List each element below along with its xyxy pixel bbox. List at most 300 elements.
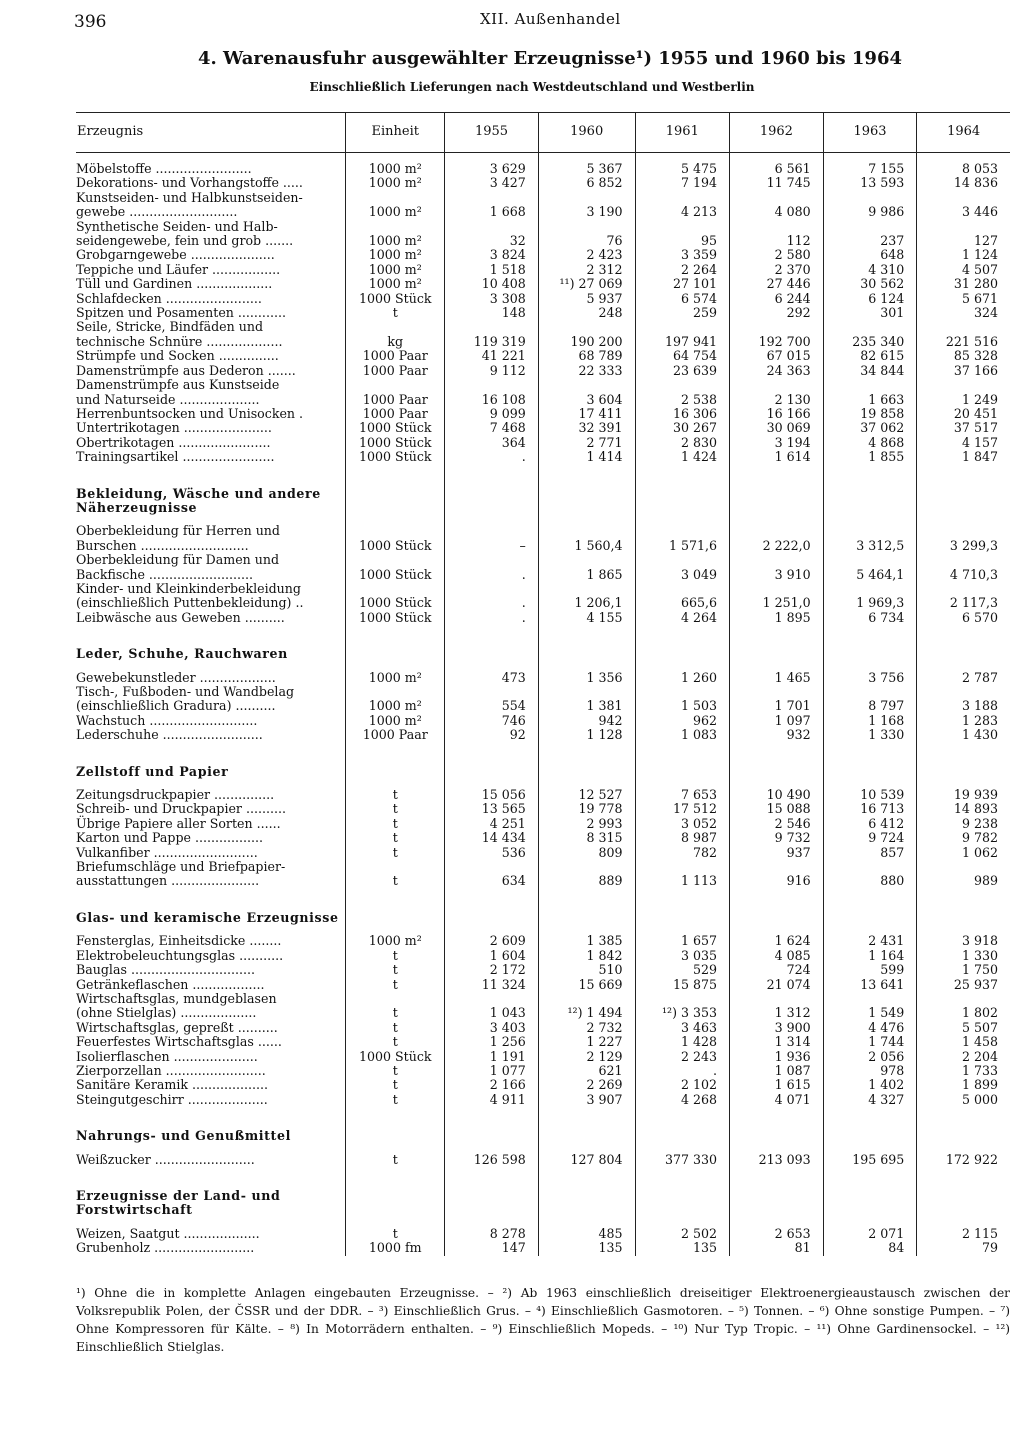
product-label: Synthetische Seiden- und Halb- [76, 218, 278, 234]
value-cell: 857 [823, 846, 917, 860]
spacer-cell [538, 743, 635, 765]
unit-cell: 1000 Stück [346, 539, 445, 553]
value-cell: 3 403 [445, 1021, 539, 1035]
value-cell: 978 [823, 1064, 917, 1078]
value-cell: 1 503 [635, 699, 729, 713]
value-cell: 2 243 [635, 1050, 729, 1064]
value-cell: 1 249 [917, 393, 1010, 407]
running-head: XII. Außenhandel [480, 10, 621, 28]
table-row [76, 1241, 1010, 1255]
value-cell: 2 653 [730, 1227, 824, 1241]
value-cell: 634 [445, 874, 539, 888]
spacer-cell [730, 743, 824, 765]
value-cell: 1 083 [635, 728, 729, 742]
value-cell: 1 356 [538, 671, 635, 685]
table-row [76, 205, 1010, 219]
product-label: seidengewebe, fein und grob ....... [76, 233, 294, 249]
table-row [76, 335, 1010, 349]
value-cell: 192 700 [730, 335, 824, 349]
value-cell: 1 733 [917, 1064, 1010, 1078]
value-cell: 5 367 [538, 162, 635, 176]
value-cell [917, 1129, 1010, 1143]
value-cell: 3 907 [538, 1093, 635, 1107]
table-row [76, 860, 1010, 874]
spacer-cell [917, 889, 1010, 911]
product-label: Kunstseiden- und Halbkunstseiden- [76, 189, 303, 205]
table-row [76, 582, 1010, 596]
spacer-cell [76, 625, 346, 647]
value-cell [445, 487, 539, 501]
value-cell: 17 512 [635, 802, 729, 816]
spacer-cell [730, 625, 824, 647]
header-1962: 1962 [730, 113, 824, 153]
unit-cell: 1000 m² [346, 263, 445, 277]
spacer-cell [76, 465, 346, 487]
value-cell [730, 487, 824, 501]
value-cell [538, 582, 635, 596]
value-cell [730, 582, 824, 596]
value-cell: 1 465 [730, 671, 824, 685]
product-label: Schreib- und Druckpapier .......... [76, 801, 286, 817]
value-cell: 1 312 [730, 1006, 824, 1020]
value-cell: 880 [823, 874, 917, 888]
table-row [76, 1035, 1010, 1049]
product-label: Bekleidung, Wäsche und andere [76, 485, 321, 501]
table-row [76, 277, 1010, 291]
unit-cell [346, 582, 445, 596]
value-cell: 6 412 [823, 817, 917, 831]
value-cell: 3 194 [730, 436, 824, 450]
value-cell: 34 844 [823, 364, 917, 378]
value-cell [538, 1129, 635, 1143]
value-cell: 25 937 [917, 978, 1010, 992]
product-label: Grobgarngewebe ..................... [76, 247, 275, 263]
value-cell: 4 911 [445, 1093, 539, 1107]
value-cell: 9 782 [917, 831, 1010, 845]
value-cell [917, 191, 1010, 205]
spacer-cell [730, 1107, 824, 1129]
value-cell: 16 713 [823, 802, 917, 816]
value-cell [917, 501, 1010, 515]
value-cell: 2 993 [538, 817, 635, 831]
value-cell [445, 501, 539, 515]
value-cell: 1 402 [823, 1078, 917, 1092]
value-cell: 6 852 [538, 176, 635, 190]
value-cell: 15 088 [730, 802, 824, 816]
value-cell: 1 283 [917, 714, 1010, 728]
value-cell: 942 [538, 714, 635, 728]
value-cell: 2 130 [730, 393, 824, 407]
unit-cell: 1000 m² [346, 699, 445, 713]
value-cell: 4 310 [823, 263, 917, 277]
product-label: (ohne Stielglas) ................... [76, 1005, 257, 1021]
value-cell: 809 [538, 846, 635, 860]
value-cell [730, 911, 824, 925]
value-cell [917, 582, 1010, 596]
unit-cell: 1000 Stück [346, 421, 445, 435]
unit-cell: t [346, 963, 445, 977]
product-label: Obertrikotagen ....................... [76, 434, 271, 450]
value-cell [635, 501, 729, 515]
value-cell: 2 546 [730, 817, 824, 831]
page-number: 396 [74, 12, 107, 32]
unit-cell [346, 685, 445, 699]
value-cell [635, 524, 729, 538]
value-cell: 4 251 [445, 817, 539, 831]
unit-cell: t [346, 1093, 445, 1107]
table-row [76, 349, 1010, 363]
product-label: ausstattungen ...................... [76, 873, 260, 889]
header-1961: 1961 [635, 113, 729, 153]
product-label: Feuerfestes Wirtschaftsglas ...... [76, 1034, 282, 1050]
product-label: Fensterglas, Einheitsdicke ........ [76, 933, 282, 949]
value-cell: 4 155 [538, 611, 635, 625]
unit-cell [346, 320, 445, 334]
value-cell: ¹¹) 27 069 [538, 277, 635, 291]
value-cell: 1 128 [538, 728, 635, 742]
table-row [76, 220, 1010, 234]
spacer-cell [538, 465, 635, 487]
value-cell: 8 053 [917, 162, 1010, 176]
spacer-cell [538, 515, 635, 524]
group-heading-row [76, 647, 1010, 661]
value-cell: 135 [635, 1241, 729, 1255]
value-cell: 932 [730, 728, 824, 742]
value-cell: 1 624 [730, 934, 824, 948]
unit-cell: 1000 Paar [346, 407, 445, 421]
value-cell [823, 378, 917, 392]
value-cell: 10 539 [823, 788, 917, 802]
value-cell: 81 [730, 1241, 824, 1255]
table-row [76, 450, 1010, 464]
value-cell: 2 204 [917, 1050, 1010, 1064]
value-cell: 746 [445, 714, 539, 728]
value-cell: 1 458 [917, 1035, 1010, 1049]
table-row [76, 714, 1010, 728]
value-cell: 85 328 [917, 349, 1010, 363]
unit-cell: t [346, 306, 445, 320]
value-cell: 197 941 [635, 335, 729, 349]
value-cell: 5 671 [917, 292, 1010, 306]
value-cell: 1 385 [538, 934, 635, 948]
value-cell: 3 190 [538, 205, 635, 219]
unit-cell: t [346, 1064, 445, 1078]
value-cell: 3 918 [917, 934, 1010, 948]
value-cell: 2 431 [823, 934, 917, 948]
value-cell [635, 191, 729, 205]
unit-cell [346, 911, 445, 925]
value-cell [538, 685, 635, 699]
value-cell [917, 647, 1010, 661]
value-cell: . [445, 450, 539, 464]
value-cell: 9 732 [730, 831, 824, 845]
table-row [76, 978, 1010, 992]
unit-cell: 1000 Stück [346, 596, 445, 610]
value-cell [917, 487, 1010, 501]
spacer-cell [346, 515, 445, 524]
product-label: Grubenholz ......................... [76, 1240, 255, 1256]
group-heading-row [76, 1203, 1010, 1217]
spacer-cell [346, 889, 445, 911]
table-row [76, 728, 1010, 742]
value-cell: 5 507 [917, 1021, 1010, 1035]
header-1955: 1955 [445, 113, 539, 153]
unit-cell: 1000 Stück [346, 1050, 445, 1064]
table-row [76, 671, 1010, 685]
value-cell: 127 [917, 234, 1010, 248]
spacer-cell [346, 743, 445, 765]
value-cell: 1 865 [538, 568, 635, 582]
value-cell [730, 320, 824, 334]
spacer-cell [917, 1107, 1010, 1129]
table-row [76, 378, 1010, 392]
unit-cell: 1000 m² [346, 248, 445, 262]
spacer-cell [346, 625, 445, 647]
header-1960: 1960 [538, 113, 635, 153]
table-row [76, 364, 1010, 378]
table-row [76, 234, 1010, 248]
spacer-cell [445, 889, 539, 911]
table-row [76, 1050, 1010, 1064]
table-row [76, 817, 1010, 831]
unit-cell: t [346, 949, 445, 963]
value-cell [635, 992, 729, 1006]
product-label: Sanitäre Keramik ................... [76, 1077, 269, 1093]
value-cell: 2 538 [635, 393, 729, 407]
value-cell [823, 501, 917, 515]
value-cell: 4 080 [730, 205, 824, 219]
unit-cell: t [346, 1006, 445, 1020]
value-cell: 32 [445, 234, 539, 248]
value-cell: 13 565 [445, 802, 539, 816]
unit-cell: 1000 Stück [346, 292, 445, 306]
value-cell: 3 052 [635, 817, 729, 831]
table-row [76, 191, 1010, 205]
value-cell [730, 220, 824, 234]
value-cell: 3 824 [445, 248, 539, 262]
product-label: Leder, Schuhe, Rauchwaren [76, 646, 288, 662]
value-cell: 1 256 [445, 1035, 539, 1049]
spacer-cell [917, 465, 1010, 487]
table-row [76, 1093, 1010, 1107]
value-cell [635, 765, 729, 779]
value-cell: 37 062 [823, 421, 917, 435]
value-cell [445, 320, 539, 334]
value-cell: 4 264 [635, 611, 729, 625]
table-row [76, 1021, 1010, 1035]
value-cell: 8 278 [445, 1227, 539, 1241]
value-cell [445, 220, 539, 234]
spacer-row [76, 1107, 1010, 1129]
spacer-cell [730, 889, 824, 911]
value-cell: 3 604 [538, 393, 635, 407]
unit-cell: t [346, 1153, 445, 1167]
value-cell [917, 992, 1010, 1006]
value-cell: 2 732 [538, 1021, 635, 1035]
value-cell: 1 330 [823, 728, 917, 742]
spacer-row [76, 625, 1010, 647]
value-cell: 962 [635, 714, 729, 728]
value-cell: 1 936 [730, 1050, 824, 1064]
spacer-cell [823, 625, 917, 647]
value-cell [917, 378, 1010, 392]
value-cell: 3 446 [917, 205, 1010, 219]
value-cell [538, 220, 635, 234]
value-cell: 16 108 [445, 393, 539, 407]
table-row [76, 1153, 1010, 1167]
value-cell: 1 227 [538, 1035, 635, 1049]
value-cell: 30 069 [730, 421, 824, 435]
value-cell [635, 220, 729, 234]
value-cell: 95 [635, 234, 729, 248]
value-cell [635, 1129, 729, 1143]
value-cell: 2 264 [635, 263, 729, 277]
unit-cell: 1000 Stück [346, 611, 445, 625]
value-cell: 1 560,4 [538, 539, 635, 553]
spacer-cell [635, 515, 729, 524]
spacer-cell [823, 465, 917, 487]
table-row [76, 320, 1010, 334]
value-cell [538, 911, 635, 925]
unit-cell [346, 647, 445, 661]
unit-cell: t [346, 874, 445, 888]
product-label: gewebe ........................... [76, 204, 238, 220]
value-cell: 2 222,0 [730, 539, 824, 553]
value-cell: 9 724 [823, 831, 917, 845]
product-label: Weizen, Saatgut ................... [76, 1225, 260, 1241]
spacer-cell [445, 743, 539, 765]
value-cell [445, 685, 539, 699]
value-cell [917, 320, 1010, 334]
product-label: Wachstuch ........................... [76, 712, 258, 728]
value-cell: 127 804 [538, 1153, 635, 1167]
value-cell: 2 269 [538, 1078, 635, 1092]
value-cell: 15 875 [635, 978, 729, 992]
value-cell: 1 571,6 [635, 539, 729, 553]
unit-cell [346, 501, 445, 515]
value-cell: 23 639 [635, 364, 729, 378]
value-cell [917, 1189, 1010, 1203]
value-cell: 473 [445, 671, 539, 685]
value-cell [538, 320, 635, 334]
value-cell [730, 860, 824, 874]
spacer-cell [917, 1167, 1010, 1189]
value-cell: 1 113 [635, 874, 729, 888]
value-cell: 4 157 [917, 436, 1010, 450]
table-row [76, 248, 1010, 262]
export-table [76, 112, 1010, 1256]
value-cell: 6 244 [730, 292, 824, 306]
value-cell [445, 992, 539, 1006]
product-label: Herrenbuntsocken und Unisocken . [76, 405, 304, 421]
unit-cell: 1000 m² [346, 234, 445, 248]
product-label: Vulkanfiber .......................... [76, 844, 258, 860]
product-label: Getränkeflaschen .................. [76, 976, 265, 992]
value-cell: 2 771 [538, 436, 635, 450]
value-cell [730, 524, 824, 538]
value-cell: 172 922 [917, 1153, 1010, 1167]
value-cell: 4 085 [730, 949, 824, 963]
value-cell: 3 359 [635, 248, 729, 262]
table-row [76, 596, 1010, 610]
value-cell: 14 434 [445, 831, 539, 845]
value-cell: 1 330 [917, 949, 1010, 963]
table-row [76, 436, 1010, 450]
unit-cell: t [346, 1021, 445, 1035]
value-cell [730, 378, 824, 392]
unit-cell: 1000 Stück [346, 568, 445, 582]
product-label: Zierporzellan ......................... [76, 1062, 266, 1078]
table-row [76, 831, 1010, 845]
table-row [76, 393, 1010, 407]
spacer-cell [538, 889, 635, 911]
value-cell: 1 855 [823, 450, 917, 464]
unit-cell [346, 524, 445, 538]
value-cell: 221 516 [917, 335, 1010, 349]
value-cell: 41 221 [445, 349, 539, 363]
unit-cell: 1000 Paar [346, 393, 445, 407]
product-label: (einschließlich Puttenbekleidung) .. [76, 595, 304, 611]
value-cell: 19 939 [917, 788, 1010, 802]
product-label: Wirtschaftsglas, mundgeblasen [76, 990, 277, 1006]
value-cell: 2 172 [445, 963, 539, 977]
value-cell: 6 570 [917, 611, 1010, 625]
unit-cell [346, 191, 445, 205]
value-cell: 1 260 [635, 671, 729, 685]
spacer-cell [445, 625, 539, 647]
value-cell [635, 487, 729, 501]
table-row [76, 874, 1010, 888]
value-cell [538, 765, 635, 779]
value-cell: 248 [538, 306, 635, 320]
header-1963: 1963 [823, 113, 917, 153]
unit-cell: 1000 Paar [346, 364, 445, 378]
value-cell [538, 553, 635, 567]
spacer-cell [445, 465, 539, 487]
unit-cell: t [346, 817, 445, 831]
value-cell [823, 992, 917, 1006]
value-cell: 3 910 [730, 568, 824, 582]
value-cell: 68 789 [538, 349, 635, 363]
product-label: Trainingsartikel ....................... [76, 449, 275, 465]
unit-cell: t [346, 788, 445, 802]
value-cell: 3 427 [445, 176, 539, 190]
spacer-row [76, 465, 1010, 487]
product-label: Dekorations- und Vorhangstoffe ..... [76, 175, 303, 191]
product-label: Oberbekleidung für Damen und [76, 552, 280, 568]
unit-cell: t [346, 846, 445, 860]
value-cell: 10 490 [730, 788, 824, 802]
value-cell: 1 124 [917, 248, 1010, 262]
value-cell [445, 553, 539, 567]
product-label: Seile, Stricke, Bindfäden und [76, 319, 264, 335]
value-cell: 889 [538, 874, 635, 888]
value-cell: 237 [823, 234, 917, 248]
value-cell: 724 [730, 963, 824, 977]
value-cell [635, 553, 729, 567]
value-cell [823, 1203, 917, 1217]
product-label: Tisch-, Fußboden- und Wandbelag [76, 684, 295, 699]
value-cell: 301 [823, 306, 917, 320]
spacer-cell [445, 1107, 539, 1129]
spacer-cell [635, 1107, 729, 1129]
unit-cell [346, 220, 445, 234]
value-cell: 30 267 [635, 421, 729, 435]
value-cell: 126 598 [445, 1153, 539, 1167]
product-label: Leibwäsche aus Geweben .......... [76, 609, 285, 625]
value-cell: 1 802 [917, 1006, 1010, 1020]
value-cell [445, 647, 539, 661]
